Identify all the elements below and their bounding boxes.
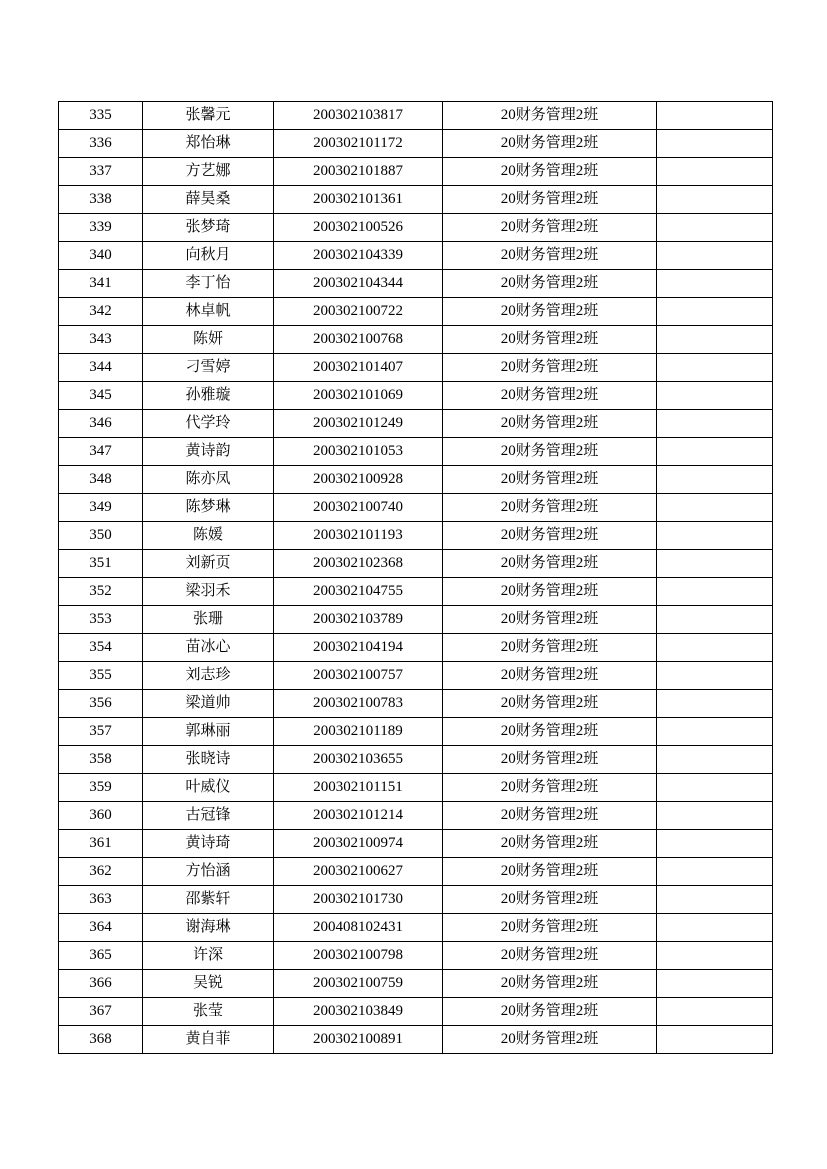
table-row: [59, 102, 773, 130]
row-number: 345: [59, 382, 143, 410]
student-name: 向秋月: [143, 242, 274, 270]
class-name: 20财务管理2班: [443, 578, 657, 606]
class-name: 20财务管理2班: [443, 410, 657, 438]
table-row: [59, 690, 773, 718]
remark-cell: [657, 634, 773, 662]
class-name: 20财务管理2班: [443, 998, 657, 1026]
student-id: 200408102431: [274, 914, 443, 942]
row-number: 335: [59, 102, 143, 130]
class-name: 20财务管理2班: [443, 494, 657, 522]
student-name: 张晓诗: [143, 746, 274, 774]
student-name: 张馨元: [143, 102, 274, 130]
remark-cell: [657, 270, 773, 298]
remark-cell: [657, 886, 773, 914]
student-name: 黄诗韵: [143, 438, 274, 466]
class-name: 20财务管理2班: [443, 774, 657, 802]
row-number: 366: [59, 970, 143, 998]
remark-cell: [657, 914, 773, 942]
remark-cell: [657, 746, 773, 774]
student-id: 200302101214: [274, 802, 443, 830]
student-id: 200302103817: [274, 102, 443, 130]
remark-cell: [657, 354, 773, 382]
row-number: 346: [59, 410, 143, 438]
student-id: 200302100740: [274, 494, 443, 522]
student-id: 200302101069: [274, 382, 443, 410]
student-id: 200302101193: [274, 522, 443, 550]
row-number: 356: [59, 690, 143, 718]
row-number: 336: [59, 130, 143, 158]
row-number: 353: [59, 606, 143, 634]
row-number: 348: [59, 466, 143, 494]
class-name: 20财务管理2班: [443, 382, 657, 410]
student-roster-table: [58, 101, 773, 1054]
remark-cell: [657, 102, 773, 130]
student-name: 谢海琳: [143, 914, 274, 942]
student-id: 200302103655: [274, 746, 443, 774]
student-name: 林卓帆: [143, 298, 274, 326]
student-name: 陈亦凤: [143, 466, 274, 494]
remark-cell: [657, 186, 773, 214]
remark-cell: [657, 690, 773, 718]
table-row: [59, 634, 773, 662]
table-row: [59, 886, 773, 914]
class-name: 20财务管理2班: [443, 634, 657, 662]
remark-cell: [657, 382, 773, 410]
class-name: 20财务管理2班: [443, 466, 657, 494]
student-id: 200302100974: [274, 830, 443, 858]
remark-cell: [657, 942, 773, 970]
remark-cell: [657, 242, 773, 270]
student-name: 梁道帅: [143, 690, 274, 718]
table-row: [59, 550, 773, 578]
student-name: 陈妍: [143, 326, 274, 354]
student-id: 200302100798: [274, 942, 443, 970]
table-row: [59, 802, 773, 830]
class-name: 20财务管理2班: [443, 186, 657, 214]
class-name: 20财务管理2班: [443, 858, 657, 886]
student-name: 苗冰心: [143, 634, 274, 662]
student-name: 李丁怡: [143, 270, 274, 298]
remark-cell: [657, 214, 773, 242]
row-number: 347: [59, 438, 143, 466]
remark-cell: [657, 718, 773, 746]
student-name: 刘新页: [143, 550, 274, 578]
row-number: 351: [59, 550, 143, 578]
remark-cell: [657, 326, 773, 354]
remark-cell: [657, 494, 773, 522]
student-name: 陈梦琳: [143, 494, 274, 522]
class-name: 20财务管理2班: [443, 802, 657, 830]
table-row: [59, 130, 773, 158]
table-row: [59, 942, 773, 970]
student-id: 200302102368: [274, 550, 443, 578]
class-name: 20财务管理2班: [443, 746, 657, 774]
row-number: 341: [59, 270, 143, 298]
student-name: 梁羽禾: [143, 578, 274, 606]
row-number: 361: [59, 830, 143, 858]
student-name: 陈媛: [143, 522, 274, 550]
remark-cell: [657, 802, 773, 830]
class-name: 20财务管理2班: [443, 438, 657, 466]
row-number: 359: [59, 774, 143, 802]
student-name: 代学玲: [143, 410, 274, 438]
table-row: [59, 354, 773, 382]
table-row: [59, 186, 773, 214]
remark-cell: [657, 998, 773, 1026]
table-row: [59, 970, 773, 998]
row-number: 344: [59, 354, 143, 382]
row-number: 337: [59, 158, 143, 186]
class-name: 20财务管理2班: [443, 1026, 657, 1054]
student-id: 200302104194: [274, 634, 443, 662]
student-name: 郭琳丽: [143, 718, 274, 746]
student-name: 刘志珍: [143, 662, 274, 690]
student-id: 200302101151: [274, 774, 443, 802]
class-name: 20财务管理2班: [443, 914, 657, 942]
class-name: 20财务管理2班: [443, 158, 657, 186]
class-name: 20财务管理2班: [443, 718, 657, 746]
class-name: 20财务管理2班: [443, 606, 657, 634]
class-name: 20财务管理2班: [443, 886, 657, 914]
student-id: 200302100526: [274, 214, 443, 242]
class-name: 20财务管理2班: [443, 270, 657, 298]
student-name: 张珊: [143, 606, 274, 634]
class-name: 20财务管理2班: [443, 830, 657, 858]
student-id: 200302100722: [274, 298, 443, 326]
remark-cell: [657, 578, 773, 606]
student-id: 200302100757: [274, 662, 443, 690]
remark-cell: [657, 606, 773, 634]
row-number: 342: [59, 298, 143, 326]
remark-cell: [657, 466, 773, 494]
student-name: 刁雪婷: [143, 354, 274, 382]
class-name: 20财务管理2班: [443, 298, 657, 326]
row-number: 355: [59, 662, 143, 690]
table-row: [59, 158, 773, 186]
table-row: [59, 298, 773, 326]
table-row: [59, 858, 773, 886]
class-name: 20财务管理2班: [443, 214, 657, 242]
table-row: [59, 718, 773, 746]
student-id: 200302101053: [274, 438, 443, 466]
student-id: 200302101172: [274, 130, 443, 158]
row-number: 357: [59, 718, 143, 746]
remark-cell: [657, 410, 773, 438]
class-name: 20财务管理2班: [443, 242, 657, 270]
student-id: 200302101361: [274, 186, 443, 214]
student-name: 方怡涵: [143, 858, 274, 886]
student-id: 200302103849: [274, 998, 443, 1026]
table-row: [59, 466, 773, 494]
table-row: [59, 578, 773, 606]
table-row: [59, 242, 773, 270]
class-name: 20财务管理2班: [443, 970, 657, 998]
class-name: 20财务管理2班: [443, 550, 657, 578]
row-number: 360: [59, 802, 143, 830]
class-name: 20财务管理2班: [443, 130, 657, 158]
table-row: [59, 914, 773, 942]
table-row: [59, 998, 773, 1026]
remark-cell: [657, 970, 773, 998]
student-name: 黄自菲: [143, 1026, 274, 1054]
row-number: 349: [59, 494, 143, 522]
row-number: 350: [59, 522, 143, 550]
remark-cell: [657, 438, 773, 466]
student-name: 张梦琦: [143, 214, 274, 242]
row-number: 368: [59, 1026, 143, 1054]
student-id: 200302101407: [274, 354, 443, 382]
remark-cell: [657, 858, 773, 886]
row-number: 354: [59, 634, 143, 662]
class-name: 20财务管理2班: [443, 942, 657, 970]
remark-cell: [657, 130, 773, 158]
class-name: 20财务管理2班: [443, 662, 657, 690]
student-name: 古冠锋: [143, 802, 274, 830]
table-row: [59, 214, 773, 242]
remark-cell: [657, 550, 773, 578]
class-name: 20财务管理2班: [443, 326, 657, 354]
class-name: 20财务管理2班: [443, 522, 657, 550]
remark-cell: [657, 522, 773, 550]
student-id: 200302100768: [274, 326, 443, 354]
table-row: [59, 382, 773, 410]
table-row: [59, 830, 773, 858]
student-id: 200302101249: [274, 410, 443, 438]
table-row: [59, 410, 773, 438]
row-number: 367: [59, 998, 143, 1026]
student-id: 200302104344: [274, 270, 443, 298]
remark-cell: [657, 830, 773, 858]
row-number: 365: [59, 942, 143, 970]
table-row: [59, 326, 773, 354]
row-number: 363: [59, 886, 143, 914]
student-id: 200302104755: [274, 578, 443, 606]
student-id: 200302100891: [274, 1026, 443, 1054]
student-name: 吴锐: [143, 970, 274, 998]
row-number: 358: [59, 746, 143, 774]
remark-cell: [657, 158, 773, 186]
remark-cell: [657, 298, 773, 326]
student-name: 薛昊桑: [143, 186, 274, 214]
student-name: 邵紫轩: [143, 886, 274, 914]
table-row: [59, 746, 773, 774]
class-name: 20财务管理2班: [443, 354, 657, 382]
student-name: 许深: [143, 942, 274, 970]
table-row: [59, 494, 773, 522]
roster-body: [59, 102, 773, 1054]
student-name: 方艺娜: [143, 158, 274, 186]
student-id: 200302100783: [274, 690, 443, 718]
table-row: [59, 662, 773, 690]
student-id: 200302100928: [274, 466, 443, 494]
student-id: 200302103789: [274, 606, 443, 634]
student-name: 孙雅璇: [143, 382, 274, 410]
student-id: 200302101887: [274, 158, 443, 186]
student-id: 200302101189: [274, 718, 443, 746]
student-id: 200302104339: [274, 242, 443, 270]
row-number: 338: [59, 186, 143, 214]
row-number: 343: [59, 326, 143, 354]
class-name: 20财务管理2班: [443, 102, 657, 130]
table-row: [59, 774, 773, 802]
student-name: 黄诗琦: [143, 830, 274, 858]
row-number: 339: [59, 214, 143, 242]
table-row: [59, 270, 773, 298]
student-id: 200302100759: [274, 970, 443, 998]
table-row: [59, 606, 773, 634]
student-id: 200302101730: [274, 886, 443, 914]
remark-cell: [657, 774, 773, 802]
class-name: 20财务管理2班: [443, 690, 657, 718]
remark-cell: [657, 662, 773, 690]
remark-cell: [657, 1026, 773, 1054]
row-number: 362: [59, 858, 143, 886]
student-id: 200302100627: [274, 858, 443, 886]
table-row: [59, 1026, 773, 1054]
row-number: 352: [59, 578, 143, 606]
table-row: [59, 438, 773, 466]
student-name: 郑怡琳: [143, 130, 274, 158]
row-number: 364: [59, 914, 143, 942]
student-name: 张莹: [143, 998, 274, 1026]
student-name: 叶威仪: [143, 774, 274, 802]
row-number: 340: [59, 242, 143, 270]
table-row: [59, 522, 773, 550]
